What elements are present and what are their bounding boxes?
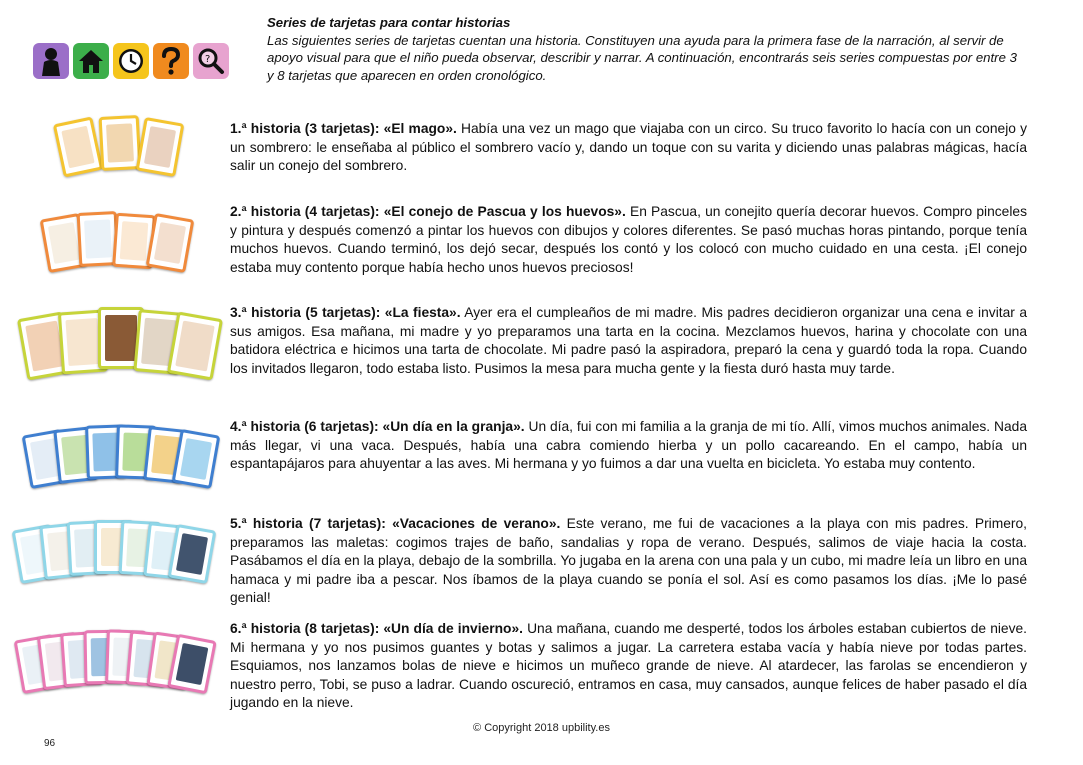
story-3 — [230, 304, 1027, 378]
story-text: Un día, fui con mi familia a la granja de mi tío. Allí, vimos muchos animales. Nada más llegar, vi una vaca. Después, había una cabra comiendo hierba y un pollo cacareando. En el campo, había un espantapájaros para ahuyentar a las aves. Mi hermana y yo fuimos a dar una vuelta en bicicleta. Yo estaba muy contento. — [230, 419, 1027, 472]
svg-text:?: ? — [205, 54, 211, 65]
story-title: 1.ª historia (3 tarjetas): «El mago». — [230, 121, 457, 136]
house-icon — [73, 43, 109, 79]
story-1 — [230, 120, 1027, 176]
page-number: 96 — [44, 738, 56, 749]
card — [168, 524, 217, 584]
story-text: Había una vez un mago que viajaba con un circo. Su truco favorito lo hacía con un conejo y un sombrero: le enseñaba al público el sombrero vacío y, dando un toque con su varita y diciendo unas palabras mágicas, hacía salir un conejo del sombrero. — [230, 121, 1027, 174]
magnifier-icon — [193, 43, 229, 79]
intro-text: Las siguientes series de tarjetas cuentan una historia. Constituyen una ayuda para la primera fase de la narración, al servir de apoyo visual para que el niño pueda observar, describir y narrar. A continuación, encontrarás seis series compuestas por entre 3 y 8 tarjetas que aparecen en orden cronológico. — [267, 32, 1017, 83]
intro-title: Series de tarjetas para contar historias — [267, 15, 511, 30]
story-text: Ayer era el cumpleaños de mi madre. Mis padres decidieron organizar una cena e invitar a sus amigos. Esa mañana, mi madre y yo preparamos una tarta en la cocina. Mezclamos huevos, harina y chocolate con una batidora eléctrica e hicimos una tarta de chocolate. Mi padre pasó la aspiradora, preparó la cena y guardó toda la ropa. Cuando los invitados llegaron, todo estaba listo. Pusimos la mesa para mucha gente y la fiesta duró hasta muy tarde. — [230, 305, 1027, 376]
story-text: En Pascua, un conejito quería decorar huevos. Compro pinceles y pintura y después comenzó a pintar los huevos con dibujos y colores diferentes. Se pasó muchas horas pintando, porque tenía muchos huevos. Cuando terminó, los dejó secar, después los contó y los colocó con mucho cuidado en una cesta. ¡El conejo estaba muy contento porque había hecho unos huevos preciosos! — [230, 204, 1027, 275]
story-2 — [230, 203, 1027, 277]
intro-block — [267, 14, 1027, 84]
card — [146, 213, 195, 273]
clock-icon — [113, 43, 149, 79]
story-5 — [230, 515, 1027, 608]
card — [53, 116, 103, 177]
story-5-cards — [16, 515, 226, 597]
story-4 — [230, 418, 1027, 474]
story-title: 3.ª historia (5 tarjetas): «La fiesta». — [230, 305, 461, 320]
icon-strip — [33, 43, 229, 79]
story-6 — [230, 620, 1027, 713]
story-title: 4.ª historia (6 tarjetas): «Un día en la granja». — [230, 419, 525, 434]
story-text: Una mañana, cuando me desperté, todos los árboles estaban cubiertos de nieve. Mi hermana y yo nos pusimos guantes y botas y salimos a jugar. La carretera estaba vacía y había nieve por todas partes. Esquiamos, nos lanzamos bolas de nieve e hicimos un muñeco grande de nieve. Al atardecer, las farolas se encendieron y nuestro perro, Tobi, se puso a ladrar. Cuando oscureció, entramos en casa, muy cansados, aunque felices de haber pasado el día jugando en la nieve. — [230, 621, 1028, 711]
story-text: Este verano, me fui de vacaciones a la playa con mis padres. Primero, preparamos las maletas: cogimos trajes de baño, sandalias y ropa de verano. Después, salimos de viaje hacia la costa. Pasábamos el día en la playa, debajo de la sombrilla. Yo jugaba en la arena con una pala y un cubo, mi madre leía un libro en una hamaca y mi padre iba a pescar. Nos íbamos de la playa cuando se ponía el sol. Así es como pasamos los días. ¡Me lo pasé genial! — [230, 516, 1028, 606]
card — [167, 634, 217, 695]
card — [172, 429, 221, 489]
question-icon — [153, 43, 189, 79]
card — [167, 311, 223, 380]
story-title: 6.ª historia (8 tarjetas): «Un día de invierno». — [230, 621, 523, 636]
story-4-cards — [26, 420, 226, 500]
story-1-cards — [58, 108, 188, 186]
story-6-cards — [18, 625, 228, 707]
card — [136, 117, 185, 177]
story-title: 5.ª historia (7 tarjetas): «Vacaciones de verano». — [230, 516, 561, 531]
person-icon — [33, 43, 69, 79]
story-2-cards — [44, 208, 194, 274]
story-title: 2.ª historia (4 tarjetas): «El conejo de Pascua y los huevos». — [230, 204, 626, 219]
copyright: © Copyright 2018 upbility.es — [473, 722, 610, 734]
story-3-cards — [22, 303, 222, 385]
card — [99, 115, 142, 171]
